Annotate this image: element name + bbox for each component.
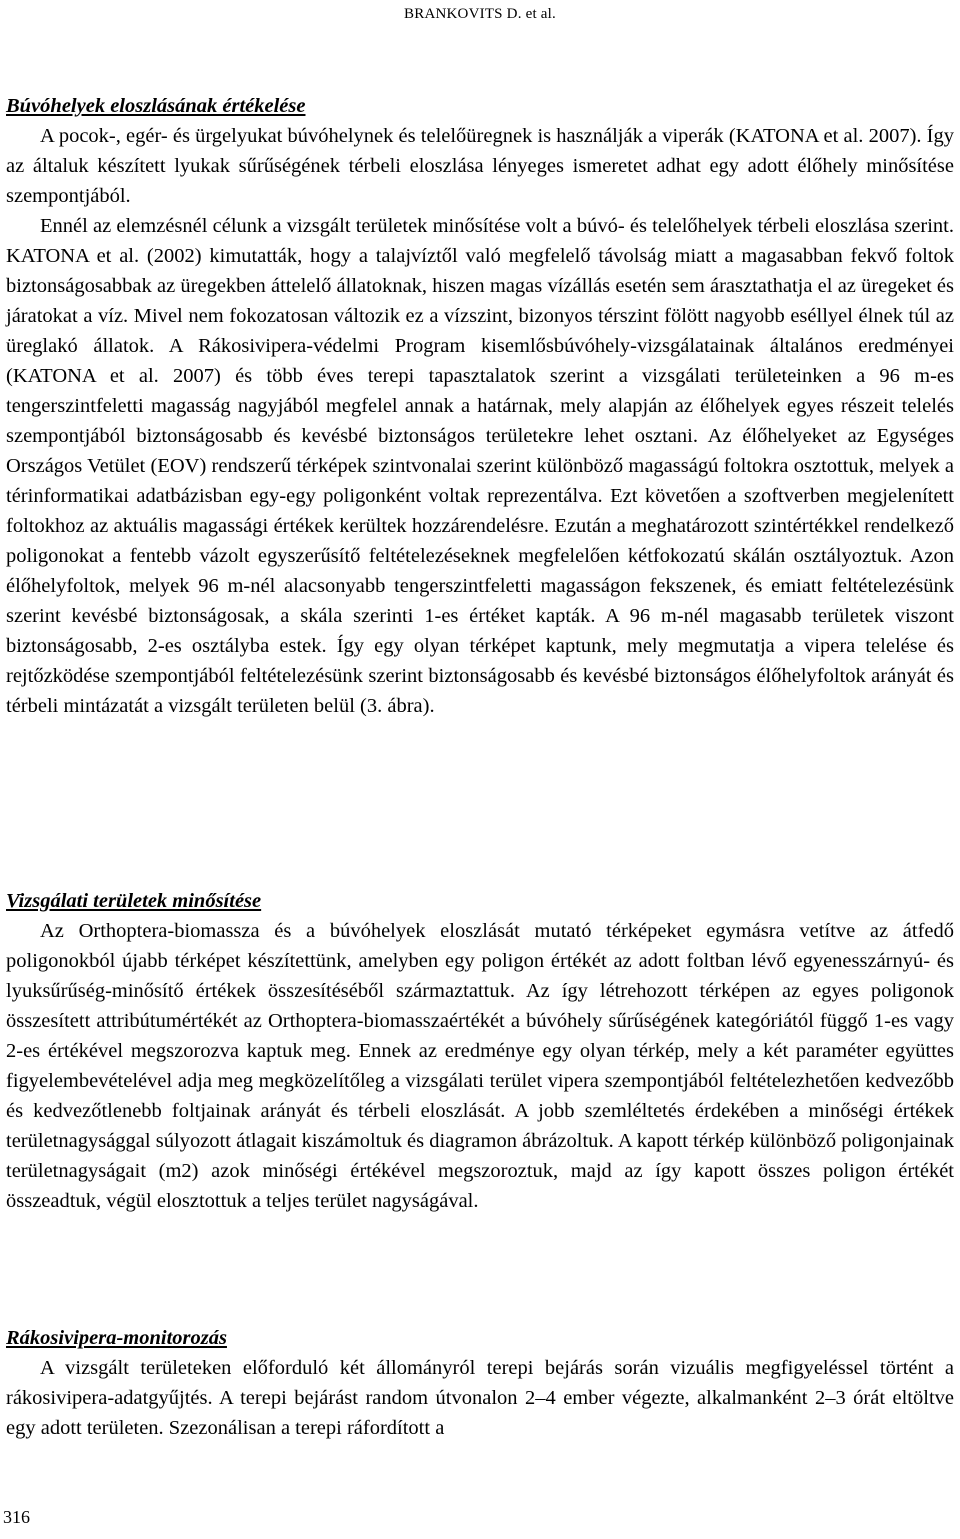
running-header: BRANKOVITS D. et al.	[404, 6, 556, 22]
page-number: 316	[3, 1507, 30, 1527]
paragraph: Ennél az elemzésnél célunk a vizsgált területek minősítése volt a búvó- és telelőhelyek térbeli eloszlása szerint. KATONA et al. (2002) kimutatták, hogy a talajvíztől való megfelelő távolság miatt a magasabban fekvő foltok biztonságosabbak az üregekben áttelelő állatoknak, hiszen magas vízállás esetén sem árasztathatja el az üregeket és járatokat a víz. Mivel nem fokozatosan változik ez a vízszint, bizonyos térszint fölött nagyobb eséllyel élnek túl az üreglakó állatok. A Rákosivipera-védelmi Program kisemlősbúvóhely-vizsgálatainak általános eredményei (KATONA et al. 2007) és több éves terepi tapasztalatok szerint a vizsgálati területeinken a 96 m-es tengerszintfeletti magasság nagyjából megfelel annak a határnak, mely alapján az élőhelyek egyes részeit telelés szempontjából biztonságosabb és kevésbé biztonságos területekre lehet osztani. Az élőhelyeket az Egységes Országos Vetület (EOV) rendszerű térképek szintvonalai szerint különböző magasságú foltokra osztottuk, melyek a térinformatikai adatbázisban egy-egy poligonként voltak reprezentálva. Ezt követően a szoftverben megjelenített foltokhoz az aktuális magassági értékek kerültek hozzárendelésre. Ezután a meghatározott szintértékkel rendelkező poligonokat a fentebb vázolt egyszerűsítő feltételezéseknek megfelelően kétfokozatú skálán osztályoztuk. Azon élőhelyfoltok, melyek 96 m-nél alacsonyabb tengerszintfeletti magasságon fekszenek, és emiatt feltételezésünk szerint kevésbé biztonságosak, a skála szerinti 1-es értéket kapták. A 96 m-nél magasabb területek viszont biztonságosabb, 2-es osztályba estek. Így egy olyan térképet kaptunk, mely megmutatja a vipera telelése és rejtőzködése szempontjából feltételezésünk szerint biztonságosabb és kevésbé biztonságos élőhelyfoltok arányát és térbeli mintázatát a vizsgált területen belül (3. ábra).	[6, 215, 954, 717]
section-burrow-distribution	[6, 91, 954, 721]
paragraph: A vizsgált területeken előforduló két állományról terepi bejárás során vizuális megfigyeléssel történt a rákosivipera-adatgyűjtés. A terepi bejárást random útvonalon 2–4 ember végezte, alkalmanként 2–3 órát eltöltve egy adott területen. Szezonálisan a terepi ráfordított a	[6, 1357, 954, 1439]
section-heading: Vizsgálati területek minősítése	[6, 890, 262, 912]
paragraph: Az Orthoptera-biomassza és a búvóhelyek eloszlását mutató térképeket egymásra vetítve az átfedő poligonokból újabb térképet készítettünk, amelyben egy poligon értékét az adott foltban lévő egyenesszárnyú- és lyuksűrűség-minősítő értékek összesítéséből származtattuk. Az így létrehozott térképen az egyes poligonok összesített attribútumértékét az Orthoptera-biomasszaértékét a búvóhely sűrűségének kategóriától függő 1-es vagy 2-es értékével megszorozva kaptuk meg. Ennek az eredménye egy olyan térkép, mely a két paraméter együttes figyelembevételével adja meg megközelítőleg a vizsgálati terület vipera szempontjából feltételezhetően kedvezőbb és kedvezőtlenebb foltjainak arányát és térbeli eloszlását. A jobb szemléltetés érdekében a minőségi értékek területnagysággal súlyozott átlagait kiszámoltuk és diagramon ábrázoltuk. A kapott térkép különböző poligonjainak területnagyságait (m2) azok minőségi értékével megszoroztuk, majd az így kapott összes poligon értékét összeadtuk, végül elosztottuk a teljes terület nagyságával.	[6, 920, 954, 1212]
section-heading: Rákosivipera-monitorozás	[6, 1327, 227, 1349]
section-viper-monitoring	[6, 1323, 954, 1443]
section-heading: Búvóhelyek eloszlásának értékelése	[6, 95, 306, 117]
section-area-rating	[6, 886, 954, 1216]
paragraph: A pocok-, egér- és ürgelyukat búvóhelynek és telelőüregnek is használják a viperák (KATONA et al. 2007). Így az általuk készített lyukak sűrűségének térbeli eloszlása lényeges ismeretet adhat egy adott élőhely minősítése szempontjából.	[6, 125, 954, 207]
